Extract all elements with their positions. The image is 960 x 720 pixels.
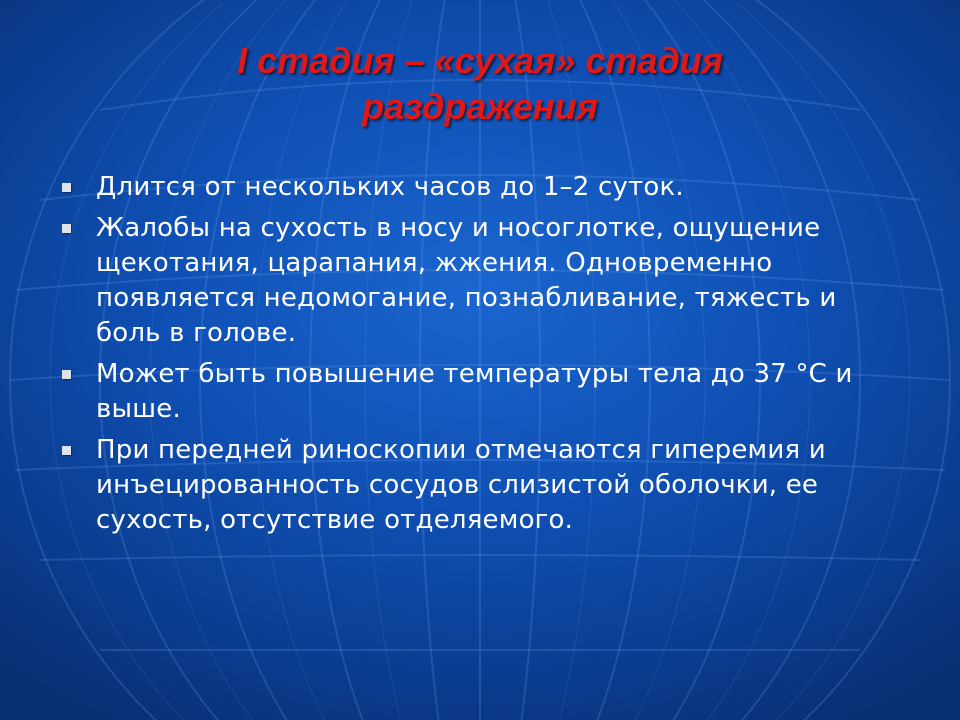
bullet-item-duration [60, 170, 880, 205]
square-bullet-icon [62, 446, 71, 455]
square-bullet-icon [62, 224, 71, 233]
slide-title-line-2: раздражения [362, 86, 598, 127]
bullet-item-complaints [60, 211, 880, 351]
bullet-item-temperature [60, 357, 880, 427]
bullet-text: Может быть повышение температуры тела до 37 °С и выше. [96, 359, 853, 424]
square-bullet-icon [62, 183, 71, 192]
slide-title [150, 38, 810, 130]
bullet-list [60, 170, 880, 544]
bullet-text: При передней риноскопии отмечаются гиперемия и инъецированность сосудов слизистой оболочки, ее сухость, отсутствие отделяемого. [96, 435, 826, 535]
slide-title-line-1: I стадия – «сухая» стадия [237, 40, 723, 81]
bullet-text: Жалобы на сухость в носу и носоглотке, ощущение щекотания, царапания, жжения. Одновременно появляется недомогание, познабливание, тяжесть и боль в голове. [96, 213, 837, 348]
bullet-item-rhinoscopy [60, 433, 880, 538]
square-bullet-icon [62, 370, 71, 379]
bullet-text: Длится от нескольких часов до 1–2 суток. [96, 172, 684, 202]
